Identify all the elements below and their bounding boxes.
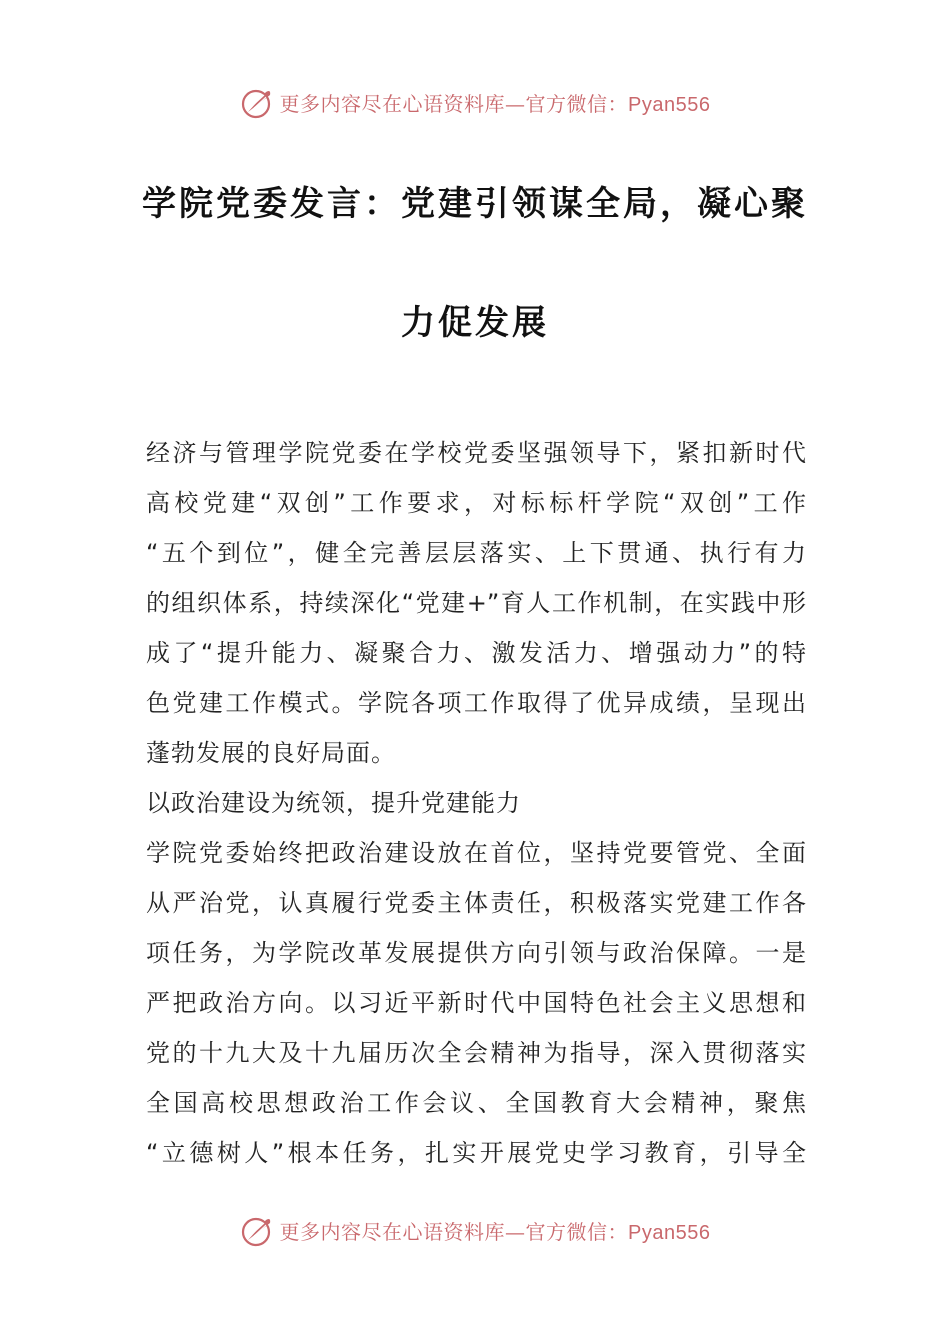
watermark-text: 更多内容尽在心语资料库—官方微信：Pyan556 xyxy=(279,1219,711,1244)
watermark-account: Pyan556 xyxy=(628,1221,711,1244)
body-line: 严把政治方向。以习近平新时代中国特色社会主义思想和 xyxy=(146,989,806,1017)
body-line: 的组织体系，持续深化“党建+”育人工作机制，在实践中形 xyxy=(146,589,806,617)
watermark-account: Pyan556 xyxy=(628,93,711,116)
document-title-line-1: 学院党委发言：党建引领谋全局，凝心聚 xyxy=(142,184,808,224)
body-line: 学院党委始终把政治建设放在首位，坚持党要管党、全面 xyxy=(146,839,806,867)
section-heading: 以政治建设为统领，提升党建能力 xyxy=(146,789,521,817)
body-line: 从严治党，认真履行党委主体责任，积极落实党建工作各 xyxy=(146,889,806,917)
feather-pen-circle-icon xyxy=(240,84,276,120)
body-line: 项任务，为学院改革发展提供方向引领与政治保障。一是 xyxy=(146,939,806,967)
feather-pen-circle-icon xyxy=(240,1212,276,1248)
body-line: 党的十九大及十九届历次全会精神为指导，深入贯彻落实 xyxy=(146,1039,806,1067)
body-line: “五个到位”，健全完善层层落实、上下贯通、执行有力 xyxy=(146,539,806,567)
document-title-line-2: 力促发展 xyxy=(401,303,549,343)
header-watermark xyxy=(0,82,950,122)
footer-watermark xyxy=(0,1210,950,1250)
watermark-text: 更多内容尽在心语资料库—官方微信：Pyan556 xyxy=(279,91,711,116)
body-line: 成了“提升能力、凝聚合力、激发活力、增强动力”的特 xyxy=(146,639,806,667)
body-line: 全国高校思想政治工作会议、全国教育大会精神，聚焦 xyxy=(146,1089,806,1117)
body-line: 色党建工作模式。学院各项工作取得了优异成绩，呈现出 xyxy=(146,689,806,717)
body-line: 经济与管理学院党委在学校党委坚强领导下，紧扣新时代 xyxy=(146,439,806,467)
document-body xyxy=(146,428,806,1178)
body-line: 高校党建“双创”工作要求，对标标杆学院“双创”工作 xyxy=(146,489,806,517)
body-line: 蓬勃发展的良好局面。 xyxy=(146,739,396,767)
body-line: “立德树人”根本任务，扎实开展党史学习教育，引导全 xyxy=(146,1139,806,1167)
